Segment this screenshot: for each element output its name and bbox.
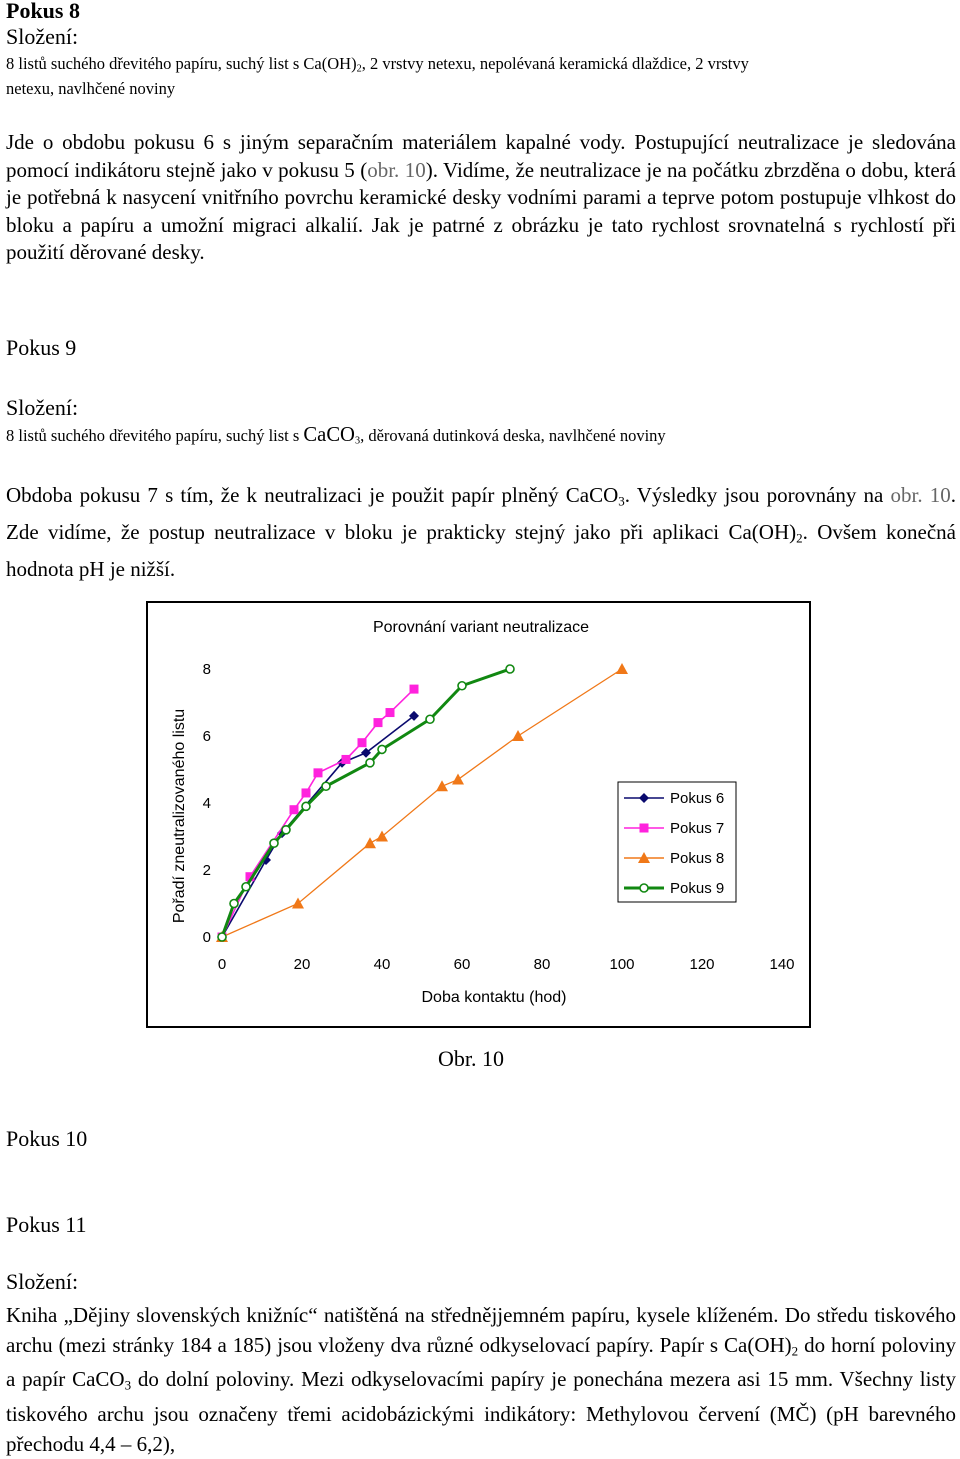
pokus9-slozeni-label: Složení:	[6, 395, 79, 420]
pokus8-body	[6, 129, 956, 267]
y-tick-label: 0	[202, 929, 211, 946]
data-point-pokus-7	[342, 755, 351, 764]
pokus11-body-sub1: 2	[791, 1342, 799, 1358]
data-point-pokus-9	[242, 883, 250, 891]
data-point-pokus-7	[314, 768, 323, 777]
pokus11-body-p3: do dolní poloviny. Mezi odkyselovacími papíry je ponechána mezera asi 15 mm. Všechny listy tiskového archu jsou označeny třemi acidobázickými indikátory: Methylovou červení (MČ) (pH barevného přechodu 4,4 – 6,2),	[6, 1367, 956, 1456]
data-point-pokus-7	[386, 708, 395, 717]
chart-title: Porovnání variant neutralizace	[372, 619, 590, 636]
x-tick-label: 40	[373, 956, 391, 973]
data-point-pokus-9	[230, 900, 238, 908]
pokus8-composition	[6, 54, 749, 75]
legend-marker-pokus-9	[640, 884, 648, 892]
legend-label-pokus-7: Pokus 7	[670, 820, 725, 837]
data-point-pokus-9	[282, 826, 290, 834]
y-axis-label: Pořadí zneutralizovaného listu	[171, 708, 188, 924]
y-tick-label: 2	[202, 862, 211, 879]
pokus9-body-p1: Obdoba pokusu 7 s tím, že k neutralizaci je použit papír plněný CaCO	[6, 483, 619, 507]
pokus9-composition-b: , děrovaná dutinková deska, navlhčené noviny	[360, 426, 666, 445]
pokus11-body-p2: do horní poloviny a papír CaCO	[6, 1332, 957, 1392]
data-point-pokus-9	[378, 745, 386, 753]
x-tick-label: 100	[609, 956, 635, 973]
pokus8-body-p1: Jde o obdobu pokusu 6 s jiným separačním materiálem kapalné vody. Postupující neutralizace je sledována pomocí indikátoru stejně jako v pokusu 5 (	[6, 130, 956, 182]
pokus11-slozeni-label: Složení:	[6, 1269, 79, 1294]
data-point-pokus-8	[452, 774, 464, 785]
chart-frame	[146, 601, 811, 1028]
series-line-pokus-9	[222, 669, 510, 937]
y-tick-label: 8	[202, 661, 211, 678]
data-point-pokus-9	[458, 682, 466, 690]
pokus8-title: Pokus 8	[6, 0, 80, 23]
pokus9-body-sub1: 3	[618, 493, 625, 509]
data-point-pokus-9	[426, 715, 434, 723]
pokus8-body-p2: ). Vidíme, že neutralizace je na počátku zbrzděna o dobu, která je potřebná k nasycení vnitřního povrchu keramické desky vodními parami a teprve potom postupuje vlhkost do bloku a papíru a umožní migraci alkalií. Jak je patrné z obrázku je tato rychlost srovnatelná s rychlostí při použití děrované desky.	[6, 157, 956, 265]
figure-reference-link[interactable]: obr. 10	[890, 483, 951, 507]
pokus9-composition-sub: 3	[354, 435, 361, 447]
pokus8-composition-sub: 2	[356, 63, 362, 75]
legend-label-pokus-8: Pokus 8	[670, 850, 725, 867]
legend-label-pokus-6: Pokus 6	[670, 790, 725, 807]
pokus11-body-p1: Kniha „Dějiny slovenských knižníc“ natištěná na střednějjemném papíru, kysele klíženém. Do středu tiskového archu (mezi stránky 184 a 185) jsou vloženy dva různé odkyselovací papíry. Papír s Ca(OH)	[6, 1303, 956, 1357]
data-point-pokus-8	[364, 837, 376, 848]
data-point-pokus-9	[218, 933, 226, 941]
figure-caption: Obr. 10	[438, 1046, 504, 1071]
y-tick-label: 6	[202, 728, 211, 745]
pokus9-body-p3: . Zde vidíme, že postup neutralizace v bloku je prakticky stejný jako při aplikaci Ca(OH)	[6, 483, 956, 544]
data-point-pokus-7	[374, 718, 383, 727]
data-point-pokus-7	[410, 685, 419, 694]
data-point-pokus-9	[270, 839, 278, 847]
series-line-pokus-8	[222, 669, 622, 937]
pokus8-composition-b: , 2 vrstvy netexu, nepolévaná keramická dlaždice, 2 vrstvy	[361, 54, 749, 73]
data-point-pokus-9	[302, 802, 310, 810]
x-tick-label: 20	[293, 956, 311, 973]
x-tick-label: 60	[453, 956, 471, 973]
legend-marker-pokus-7	[640, 824, 649, 833]
pokus11-body-sub2: 3	[124, 1377, 132, 1393]
pokus9-body	[6, 480, 956, 584]
x-tick-label: 0	[217, 956, 227, 973]
legend-label-pokus-9: Pokus 9	[670, 880, 725, 897]
data-point-pokus-8	[616, 663, 628, 674]
data-point-pokus-7	[290, 805, 299, 814]
pokus9-body-sub2: 2	[796, 530, 803, 545]
pokus8-composition-line2: netexu, navlhčené noviny	[6, 79, 176, 98]
data-point-pokus-9	[322, 782, 330, 790]
data-point-pokus-8	[512, 730, 524, 741]
pokus9-composition-caco: CaCO	[303, 424, 355, 446]
pokus9-composition-a: 8 listů suchého dřevitého papíru, suchý list s	[6, 426, 304, 445]
pokus9-body-p2: . Výsledky jsou porovnány na	[624, 483, 891, 507]
pokus11-title: Pokus 11	[6, 1212, 87, 1237]
x-axis-label: Doba kontaktu (hod)	[421, 989, 567, 1006]
pokus9-composition	[6, 424, 666, 447]
data-point-pokus-9	[506, 665, 514, 673]
y-tick-label: 4	[202, 795, 211, 812]
x-tick-label: 80	[533, 956, 551, 973]
pokus8-composition-a: 8 listů suchého dřevitého papíru, suchý list s Ca(OH)	[6, 54, 357, 73]
pokus9-body-p4: . Ovšem konečná hodnota pH je nižší.	[6, 519, 956, 581]
data-point-pokus-9	[366, 759, 374, 767]
pokus10-title: Pokus 10	[6, 1126, 88, 1151]
series-line-pokus-7	[222, 689, 414, 937]
pokus11-body	[6, 1301, 956, 1459]
figure-reference-link[interactable]: obr. 10	[367, 157, 426, 182]
pokus8-slozeni-label: Složení:	[6, 24, 79, 49]
neutralization-chart	[148, 603, 809, 1026]
data-point-pokus-8	[436, 780, 448, 791]
pokus9-title: Pokus 9	[6, 335, 77, 360]
data-point-pokus-7	[358, 738, 367, 747]
x-tick-label: 140	[769, 956, 795, 973]
x-tick-label: 120	[689, 956, 715, 973]
data-point-pokus-7	[302, 788, 311, 797]
